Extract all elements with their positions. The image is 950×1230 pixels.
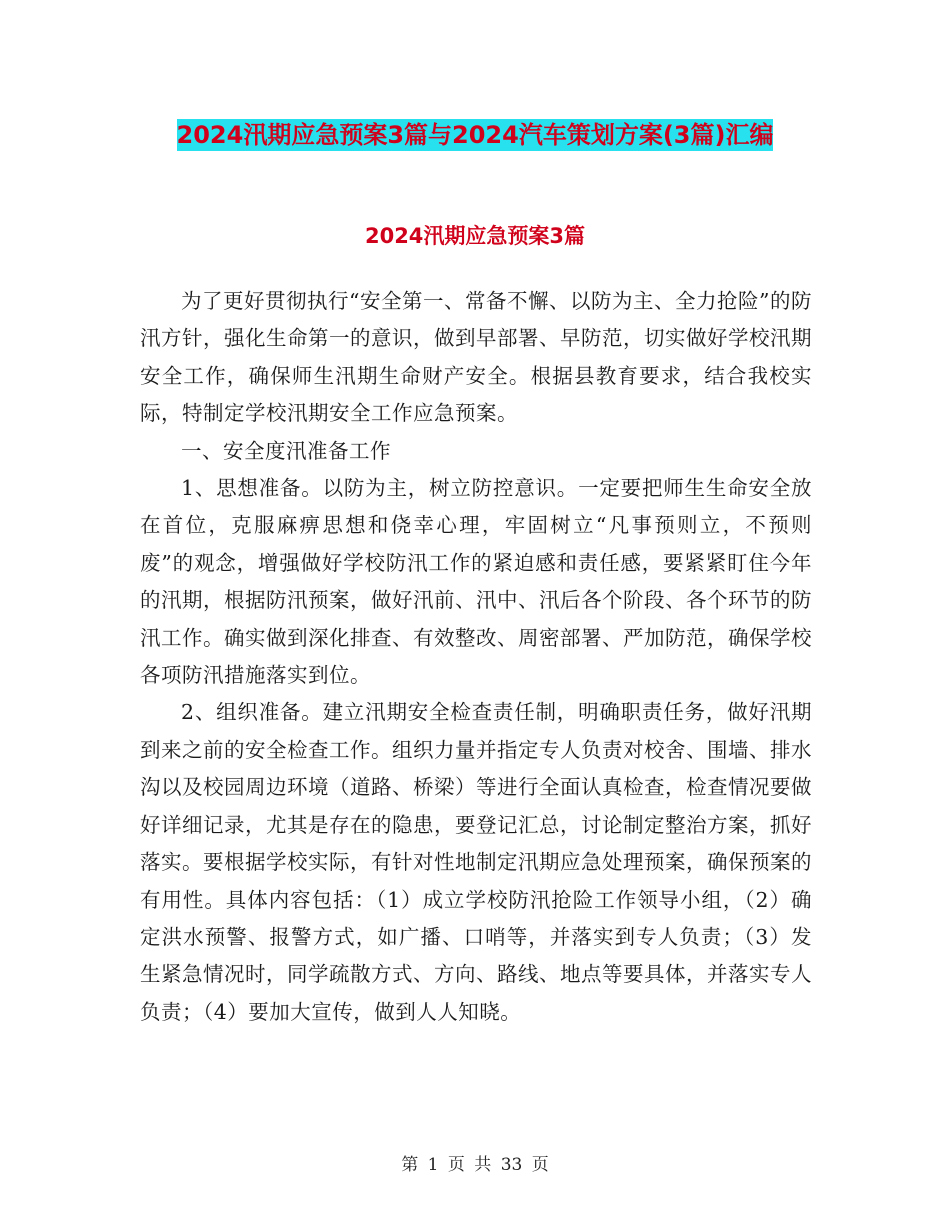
document-body	[140, 283, 812, 1031]
paragraph-intro: 为了更好贯彻执行“安全第一、常备不懈、以防为主、全力抢险”的防汛方针，强化生命第一的意识，做到早部署、早防范，切实做好学校汛期安全工作，确保师生汛期生命财产安全。根据县教育要求，结合我校实际，特制定学校汛期安全工作应急预案。	[140, 289, 812, 426]
paragraph-thought-prep: 1、思想准备。以防为主，树立防控意识。一定要把师生生命安全放在首位，克服麻痹思想和侥幸心理，牢固树立“凡事预则立，不预则废”的观念，增强做好学校防汛工作的紧迫感和责任感，要紧紧盯住今年的汛期，根据防汛预案，做好汛前、汛中、汛后各个阶段、各个环节的防汛工作。确实做到深化排查、有效整改、周密部署、严加防范，确保学校各项防汛措施落实到位。	[140, 476, 812, 688]
title-highlight: 2024汛期应急预案3篇与2024汽车策划方案(3篇)汇编	[176, 121, 774, 149]
paragraph-heading-1: 一、安全度汛准备工作	[181, 438, 391, 463]
page-footer: 第 1 页 共 33 页	[401, 1155, 549, 1175]
section-title: 2024汛期应急预案3篇	[364, 224, 586, 248]
paragraph-org-prep: 2、组织准备。建立汛期安全检查责任制，明确职责任务，做好汛期到来之前的安全检查工作。组织力量并指定专人负责对校舍、围墙、排水沟以及校园周边环境（道路、桥梁）等进行全面认真检查，检查情况要做好详细记录，尤其是存在的隐患，要登记汇总，讨论制定整治方案，抓好落实。要根据学校实际，有针对性地制定汛期应急处理预案，确保预案的有用性。具体内容包括：（1）成立学校防汛抢险工作领导小组，（2）确定洪水预警、报警方式，如广播、口哨等，并落实到专人负责；（3）发生紧急情况时，同学疏散方式、方向、路线、地点等要具体，并落实专人负责；（4）要加大宣传，做到人人知晓。	[140, 700, 812, 1024]
document-title	[140, 112, 810, 158]
